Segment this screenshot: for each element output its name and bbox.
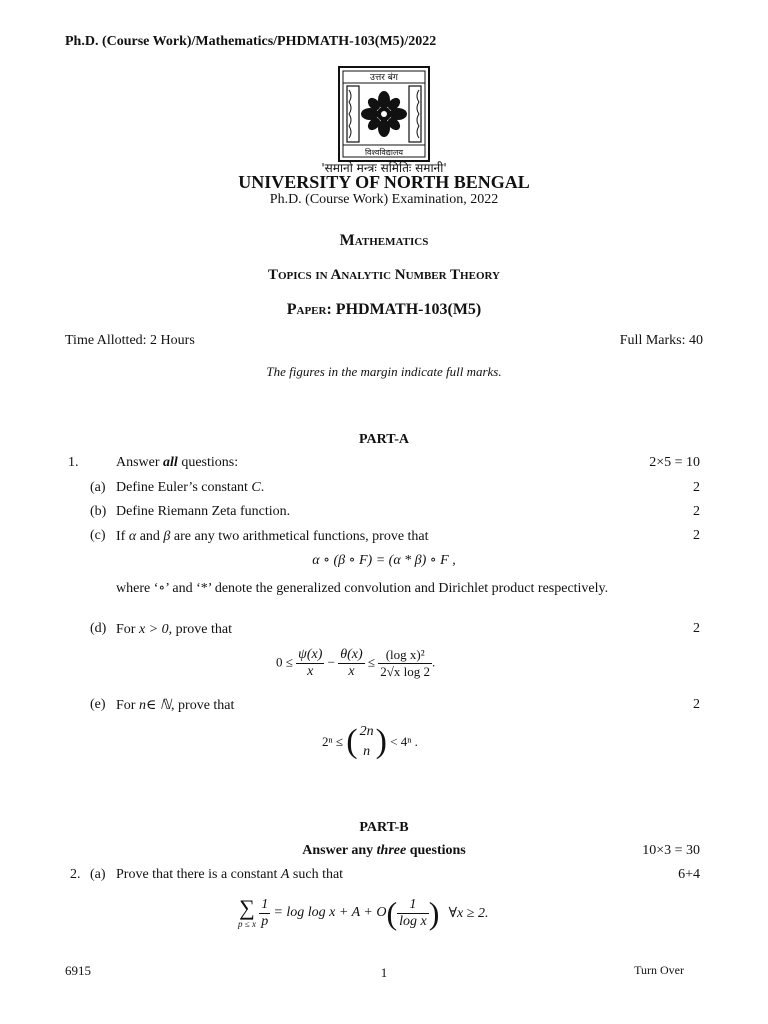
q2a-label: (a): [90, 867, 106, 882]
svg-text:उत्तर बंग: उत्तर बंग: [370, 73, 398, 83]
part-b-marks: 10×3 = 30: [642, 843, 700, 858]
q1d-marks: 2: [693, 621, 700, 636]
q1b-text: Define Riemann Zeta function.: [116, 504, 291, 519]
paper-title: [0, 301, 768, 319]
time-allotted: Time Allotted: 2 Hours: [65, 333, 195, 348]
question-2-number: 2.: [70, 867, 81, 882]
university-name: UNIVERSITY OF NORTH BENGAL: [238, 172, 530, 192]
q1c-where-text: where ‘∘’ and ‘*’ denote the generalized convolution and Dirichlet product respectively.: [116, 581, 609, 596]
part-a-heading: PART-A: [358, 432, 410, 447]
q1c-formula: α ∘ (β ∘ F) = (α * β) ∘ F ,: [312, 553, 456, 568]
q1a-label: (a): [90, 480, 106, 495]
subject-title: Mathematics: [339, 232, 429, 249]
emblem-icon: [338, 66, 430, 162]
paper-label: Paper:: [286, 301, 332, 318]
page-number: 1: [380, 965, 388, 980]
q1e-marks: 2: [693, 697, 700, 712]
full-marks: Full Marks: 40: [619, 333, 703, 348]
q1c-label: (c): [90, 528, 106, 543]
q2a-formula: ∑ p ≤ x $\frac{1}{p}$ = log log x + A + O( $\frac{1}{\text{log x}}$ ) ∀x ≥ 2.: [238, 895, 489, 931]
part-b-instruction: Answer any three questions: [302, 843, 466, 858]
q2-marks: 6+4: [678, 867, 700, 882]
q1e-formula: 2ⁿ ≤ ( 2n n ) < 4ⁿ .: [322, 723, 418, 760]
svg-text:विश्वविद्यालय: विश्वविद्यालय: [364, 148, 404, 157]
question-1-instruction: Answer all questions:: [116, 455, 239, 470]
q1d-label: (d): [90, 621, 107, 636]
turn-over: Turn Over: [634, 963, 684, 977]
exam-title: Ph.D. (Course Work) Examination, 2022: [269, 192, 499, 207]
q1c-text: If α and β are any two arithmetical functions, prove that: [116, 529, 429, 544]
q1d-text: For x > 0, prove that: [116, 622, 232, 637]
q1a-text: Define Euler’s constant C.: [116, 480, 265, 495]
q1b-marks: 2: [693, 504, 700, 519]
q1b-label: (b): [90, 504, 107, 519]
q1d-formula: 0 ≤ $\frac{\psi(x)}{x}$ − $\frac{\theta(x)}{x}$ ≤ $\frac{\text{(log x)²}}{\text{2√x log 2}}$ .: [276, 647, 436, 679]
paper-code: PHDMATH-103(M5): [335, 301, 482, 318]
q2a-text: Prove that there is a constant A such that: [116, 867, 344, 882]
paper-code-header: Ph.D. (Course Work)/Mathematics/PHDMATH-103(M5)/2022: [65, 34, 437, 49]
question-1-number: 1.: [68, 455, 79, 470]
university-motto: 'समानो मन्त्रः समितिः समानी': [321, 161, 447, 175]
q1c-marks: 2: [693, 528, 700, 543]
margin-note: The figures in the margin indicate full marks.: [266, 364, 502, 379]
part-b-heading: PART-B: [359, 820, 409, 835]
q1a-marks: 2: [693, 480, 700, 495]
q1e-text: For n∈ ℕ, prove that: [116, 698, 235, 713]
topic-title: Topics in Analytic Number Theory: [267, 267, 501, 283]
question-1-marks: 2×5 = 10: [649, 455, 700, 470]
university-logo: [338, 66, 430, 162]
q1e-label: (e): [90, 697, 106, 712]
footer-code: 6915: [65, 963, 91, 978]
